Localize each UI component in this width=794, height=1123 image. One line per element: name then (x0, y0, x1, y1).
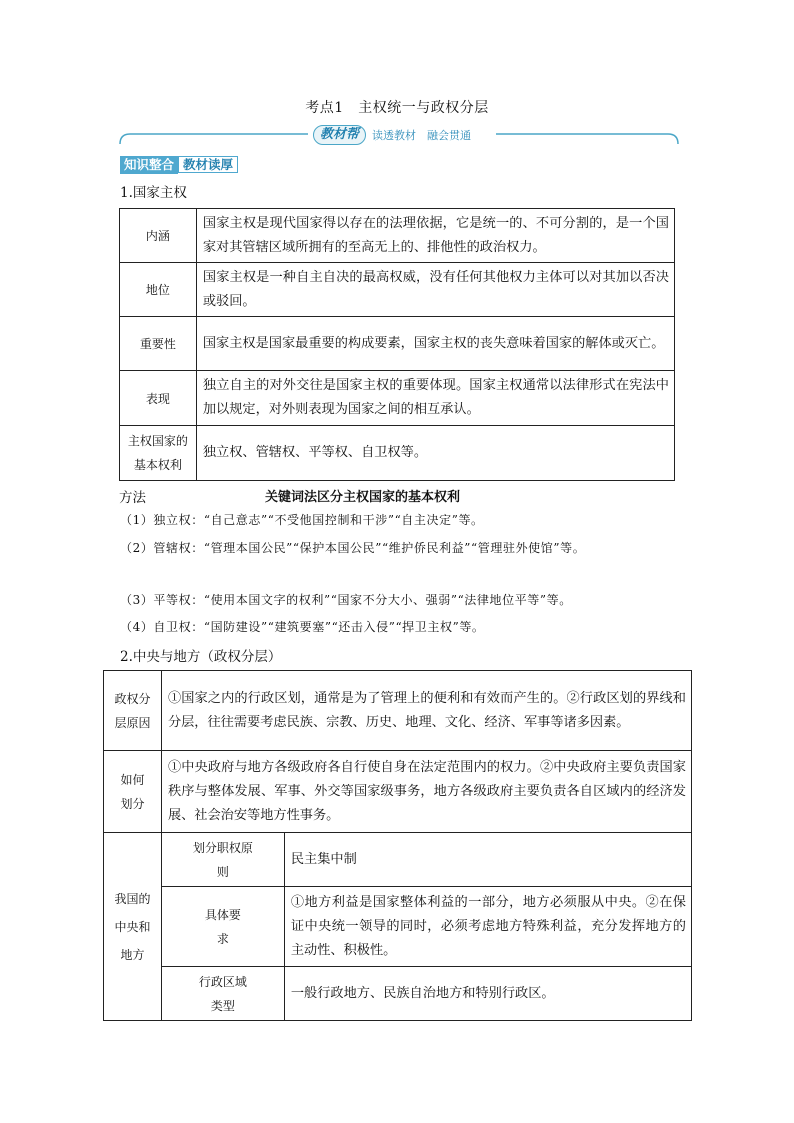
row-key: 重要性 (120, 317, 197, 371)
row-value: ①中央政府与地方各级政府各自行使自身在法定范围内的权力。②中央政府主要负责国家秩序与整体发展、军事、外交等国家级事务，地方各级政府主要负责各自区域内的经济发展、社会治安等地方性事务。 (161, 751, 691, 833)
row-key: 内涵 (120, 209, 197, 263)
tag-knowledge: 知识整合 (120, 156, 178, 174)
table-row (104, 833, 692, 887)
row-value: ①国家之内的行政区划，通常是为了管理上的便利和有效而产生的。②行政区划的界线和分层，往往需要考虑民族、宗教、历史、地理、文化、经济、军事等诸多因素。 (161, 671, 691, 751)
page-title: 考点1 主权统一与政权分层 (305, 100, 489, 116)
section-banner (118, 124, 680, 148)
sub-row-value: ①地方利益是国家整体利益的一部分，地方必须服从中央。②在保证中央统一领导的同时，必须考虑地方特殊利益，充分发挥地方的主动性、积极性。 (284, 887, 691, 967)
sub-row-key: 行政区域类型 (161, 967, 284, 1021)
row-key: 地位 (120, 263, 197, 317)
table-row (120, 371, 675, 426)
banner-main-label: 教材帮 (313, 125, 366, 145)
row-key: 主权国家的基本权利 (120, 426, 197, 481)
table-row (120, 426, 675, 481)
method-line: （4）自卫权：“国防建设”“建筑要塞”“还击入侵”“捍卫主权”等。 (120, 620, 485, 634)
row-key: 如何划分 (104, 751, 162, 833)
sovereignty-table (119, 208, 675, 481)
tag-row (120, 156, 238, 174)
row-value: 国家主权是现代国家得以存在的法理依据，它是统一的、不可分割的，是一个国家对其管辖区域所拥有的至高无上的、排他性的政治权力。 (196, 209, 674, 263)
table-row (120, 263, 675, 317)
method-label: 方法 (119, 490, 146, 506)
banner-badge (313, 125, 491, 145)
section2-heading: 2.中央与地方（政权分层） (120, 649, 282, 665)
sub-row-value: 一般行政地方、民族自治地方和特别行政区。 (284, 967, 691, 1021)
table-row (104, 967, 692, 1021)
method-line: （3）平等权：“使用本国文字的权利”“国家不分大小、强弱”“法律地位平等”等。 (120, 593, 572, 607)
row-value: 国家主权是国家最重要的构成要素，国家主权的丧失意味着国家的解体或灭亡。 (196, 317, 674, 371)
row-key: 我国的中央和地方 (104, 833, 162, 1021)
method-line: （2）管辖权：“管理本国公民”“保护本国公民”“维护侨民利益”“管理驻外使馆”等。 (120, 541, 586, 555)
method-title: 关键词法区分主权国家的基本权利 (265, 490, 461, 505)
table-row (104, 751, 692, 833)
sub-row-key: 划分职权原则 (161, 833, 284, 887)
banner-sub-label: 读透教材 融会贯通 (372, 129, 472, 142)
sub-row-key: 具体要求 (161, 887, 284, 967)
row-value: 国家主权是一种自主自决的最高权威，没有任何其他权力主体可以对其加以否决或驳回。 (196, 263, 674, 317)
row-value: 独立自主的对外交往是国家主权的重要体现。国家主权通常以法律形式在宪法中加以规定，对外则表现为国家之间的相互承认。 (196, 371, 674, 426)
section1-heading: 1.国家主权 (120, 185, 187, 201)
row-key: 表现 (120, 371, 197, 426)
row-value: 独立权、管辖权、平等权、自卫权等。 (196, 426, 674, 481)
table-row (120, 317, 675, 371)
table-row (104, 671, 692, 751)
sub-row-value: 民主集中制 (284, 833, 691, 887)
tag-textbook: 教材读厚 (178, 156, 238, 173)
table-row (120, 209, 675, 263)
method-line: （1）独立权：“自己意志”“不受他国控制和干涉”“自主决定”等。 (120, 513, 484, 527)
central-local-table (103, 670, 692, 1021)
row-key: 政权分层原因 (104, 671, 162, 751)
table-row (104, 887, 692, 967)
